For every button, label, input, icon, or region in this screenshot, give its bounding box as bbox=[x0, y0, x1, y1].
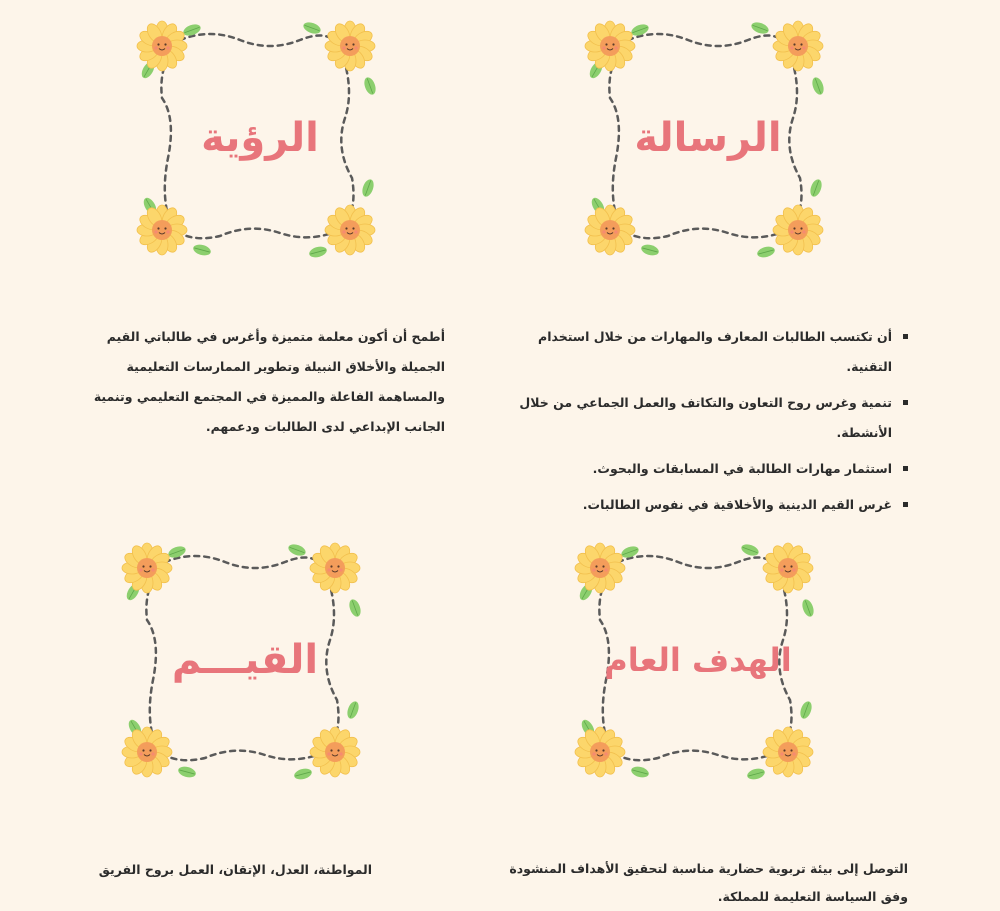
sunflower-smiley-icon bbox=[310, 543, 360, 593]
values-title: القيـــم bbox=[171, 637, 319, 683]
mission-frame bbox=[588, 18, 828, 258]
leaf-icon bbox=[345, 700, 361, 720]
leaf-icon bbox=[750, 20, 770, 36]
leaf-icon bbox=[810, 76, 826, 96]
sunflower-smiley-icon bbox=[310, 727, 360, 777]
goal-frame bbox=[578, 540, 818, 780]
mission-item: غرس القيم الدينية والأخلاقية في نفوس الطالبات. bbox=[508, 490, 908, 520]
leaf-icon bbox=[630, 765, 650, 779]
leaf-icon bbox=[756, 245, 776, 259]
sunflower-smiley-icon bbox=[773, 205, 823, 255]
vision-text: أطمح أن أكون معلمة متميزة وأغرس في طالباتي القيم الجميلة والأخلاق النبيلة وتطوير الممارسات التعليمية والمساهمة الفاعلة والمميزة في المجتمع التعليمي وتنمية الجانب الإبداعي لدى الطالبات ودعمهم. bbox=[93, 329, 445, 434]
mission-item: تنمية وغرس روح التعاون والتكاتف والعمل الجماعي من خلال الأنشطة. bbox=[508, 388, 908, 448]
sunflower-smiley-icon bbox=[575, 727, 625, 777]
sunflower-smiley-icon bbox=[585, 205, 635, 255]
goal-text: التوصل إلى بيئة تربوية حضارية مناسبة لتحقيق الأهداف المنشودة وفق السياسة التعليمة للمملكة. bbox=[509, 861, 908, 904]
leaf-icon bbox=[640, 243, 660, 257]
leaf-icon bbox=[746, 767, 766, 781]
mission-title: الرسالة bbox=[634, 115, 782, 161]
sunflower-smiley-icon bbox=[575, 543, 625, 593]
sunflower-smiley-icon bbox=[325, 21, 375, 71]
sunflower-smiley-icon bbox=[137, 21, 187, 71]
leaf-icon bbox=[293, 767, 313, 781]
vision-frame bbox=[140, 18, 380, 258]
mission-list bbox=[508, 322, 908, 526]
mission-item: أن تكتسب الطالبات المعارف والمهارات من خلال استخدام التقنية. bbox=[508, 322, 908, 382]
sunflower-smiley-icon bbox=[122, 543, 172, 593]
leaf-icon bbox=[798, 700, 814, 720]
sunflower-smiley-icon bbox=[585, 21, 635, 71]
leaf-icon bbox=[800, 598, 816, 618]
mission-item: استثمار مهارات الطالبة في المسابقات والبحوث. bbox=[508, 454, 908, 484]
sunflower-smiley-icon bbox=[763, 543, 813, 593]
leaf-icon bbox=[287, 542, 307, 558]
sunflower-smiley-icon bbox=[325, 205, 375, 255]
values-text: المواطنة، العدل، الإتقان، العمل بروح الفريق bbox=[98, 862, 372, 877]
leaf-icon bbox=[192, 243, 212, 257]
sunflower-smiley-icon bbox=[137, 205, 187, 255]
goal-title: الهدف العام bbox=[604, 641, 792, 679]
leaf-icon bbox=[360, 178, 376, 198]
leaf-icon bbox=[308, 245, 328, 259]
sunflower-smiley-icon bbox=[773, 21, 823, 71]
vision-title: الرؤية bbox=[201, 115, 319, 161]
leaf-icon bbox=[362, 76, 378, 96]
leaf-icon bbox=[177, 765, 197, 779]
leaf-icon bbox=[347, 598, 363, 618]
leaf-icon bbox=[808, 178, 824, 198]
leaf-icon bbox=[740, 542, 760, 558]
leaf-icon bbox=[302, 20, 322, 36]
sunflower-smiley-icon bbox=[763, 727, 813, 777]
sunflower-smiley-icon bbox=[122, 727, 172, 777]
values-frame bbox=[125, 540, 365, 780]
